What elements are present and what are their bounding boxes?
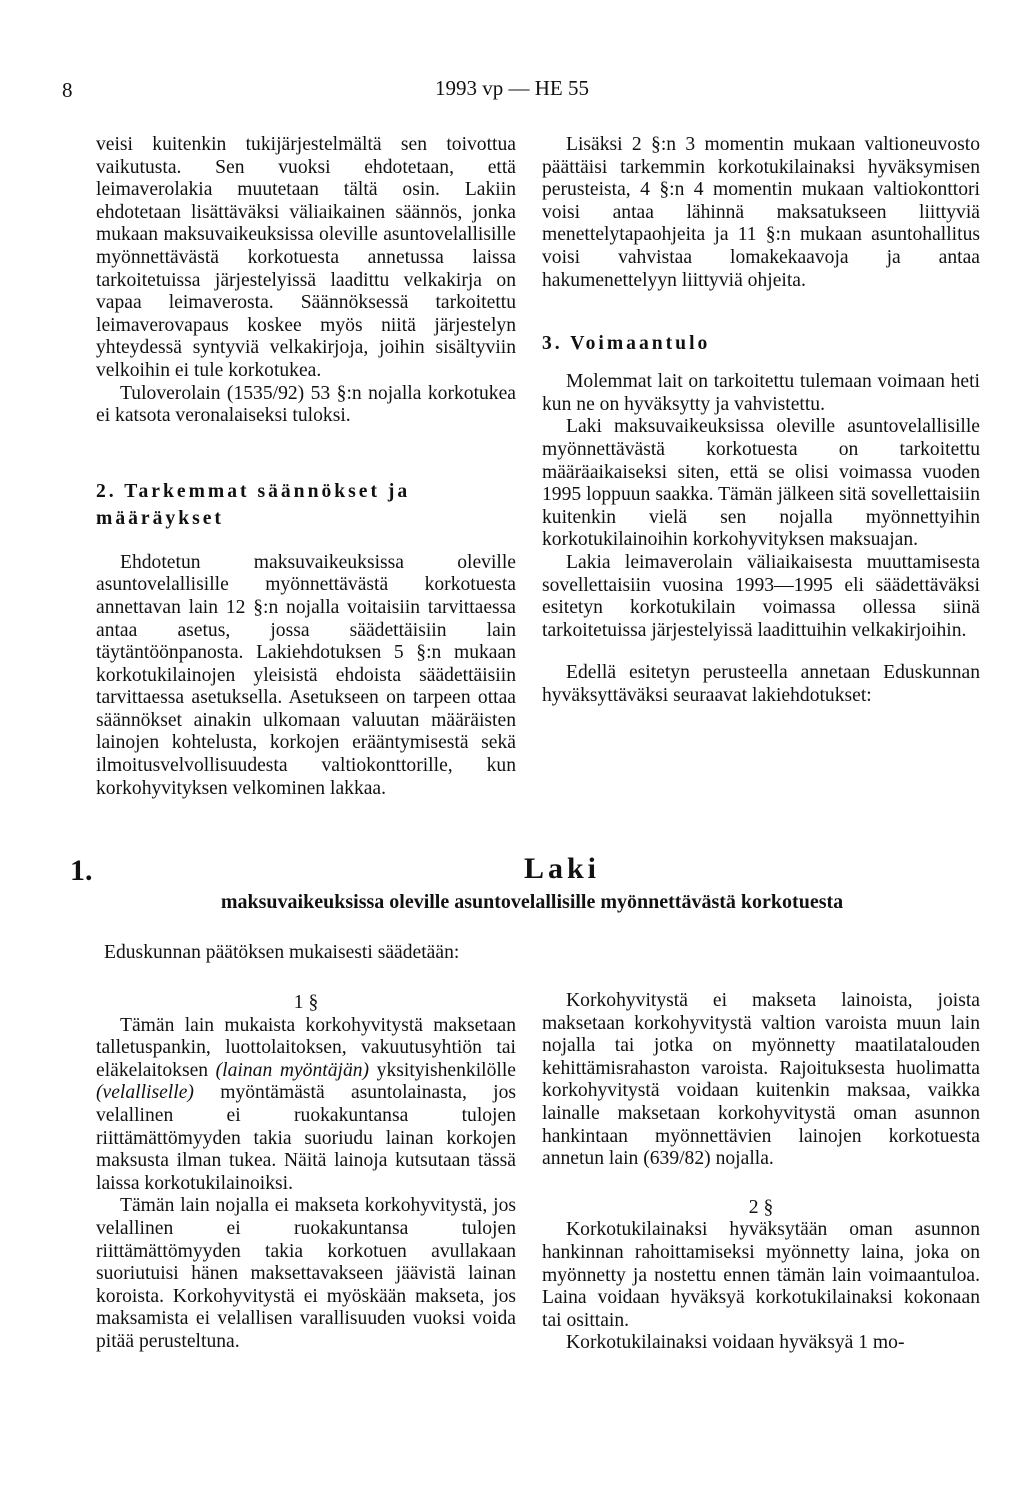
right-column-upper xyxy=(542,134,980,707)
law-number: 1. xyxy=(70,854,93,887)
right-paragraph-1: Lisäksi 2 §:n 3 momentin mukaan valtioneuvosto päättäisi tarkemmin korkotukilainaksi hyväksymisen perusteista, 4 §:n 4 momentin mukaan valtiokonttori voisi antaa lähinnä maksatukseen liittyviä menettelytapaohjeita ja 11 §:n mukaan asuntohallitus voisi vahvistaa lomakekaavoja ja antaa hakumenettelyyn liittyviä ohjeita. xyxy=(542,134,980,291)
term-lender: (lainan myöntäjän) xyxy=(215,1059,370,1081)
left-paragraph-2: Tuloverolain (1535/92) 53 §:n nojalla korkotukea ei katsota veronalaiseksi tuloksi. xyxy=(96,382,516,427)
section-2-paragraph-2: Korkotukilainaksi voidaan hyväksyä 1 mo- xyxy=(566,1332,905,1354)
right-column-lower xyxy=(542,990,980,1355)
right-paragraph-5: Edellä esitetyn perusteella annetaan Eduskunnan hyväksyttäväksi seuraavat lakiehdotukset: xyxy=(542,662,980,706)
law-subtitle: maksuvaikeuksissa oleville asuntovelallisille myönnettävästä korkotuesta xyxy=(220,891,844,913)
left-column-upper xyxy=(96,134,516,800)
law-title: Laki xyxy=(523,852,601,885)
left-column-lower xyxy=(96,992,516,1354)
section-2-label: 2 § xyxy=(748,1196,774,1218)
page-header-title: 1993 vp — HE 55 xyxy=(435,76,589,100)
page-number: 8 xyxy=(62,78,73,102)
left-paragraph-1: veisi kuitenkin tukijärjestelmältä sen toivottua vaikutusta. Sen vuoksi ehdotetaan, että leimaverolakia muutetaan tältä osin. Lakiin ehdotetaan lisättäväksi väliaikainen säännös, jonka mukaan maksuvaikeuksissa oleville asuntovelallisille myönnettävästä korkotuesta annetussa laissa tarkoitetuissa järjestelyissä laadittu velkakirja on vapaa leimaverosta. Säännöksessä tarkoitettu leimaverovapaus koskee myös niitä järjestelyn yhteydessä syntyviä velkakirjoja, joihin sisältyviin velkoihin ei tule korkotukea. xyxy=(96,134,516,381)
section-3-heading: 3. Voimaantulo xyxy=(542,333,711,355)
right-paragraph-2: Molemmat lait on tarkoitettu tulemaan voimaan heti kun ne on hyväksytty ja vahvistettu. xyxy=(542,371,980,415)
section-1-paragraph-1: Tämän lain mukaista korkohyvitystä maksetaan talletuspankin, luottolaitoksen, vakuutusyhtiön tai eläkelaitoksen (lainan myöntäjän) yksityishenkilölle (velalliselle) myöntämästä asuntolainasta, jos velallinen ei ruokakuntansa tulojen riittämättömyyden takia suoriudu lainan korkojen maksusta ilman tukea. Näitä lainoja kutsutaan tässä laissa korkotukilainoiksi. xyxy=(96,1014,516,1194)
right-paragraph-3: Laki maksuvaikeuksissa oleville asuntovelallisille myönnettävästä korkotuesta on tarkoitettu määräaikaiseksi siten, että se olisi voimassa vuoden 1995 loppuun saakka. Tämän jälkeen sitä sovellettaisiin kuitenkin vielä sen nojalla myönnettyihin korkotukilainoihin korkohyvityksen maksuajan. xyxy=(542,416,980,551)
left-paragraph-3: Ehdotetun maksuvaikeuksissa oleville asuntovelallisille myönnettävästä korkotuesta annettavan lain 12 §:n nojalla voitaisiin tarvittaessa antaa asetus, jossa säädettäisiin lain täytäntöönpanosta. Lakiehdotuksen 5 §:n mukaan korkotukilainojen yleisistä ehdoista säädettäisiin tarvittaessa asetuksella. Asetukseen on tarpeen ottaa säännökset ainakin ulkomaan valuutan määräisten lainojen kohtelusta, korkojen erääntymisestä sekä ilmoitusvelvollisuudesta valtiokonttorille, kun korkohyvityksen velkominen lakkaa. xyxy=(96,551,516,799)
section-1-paragraph-3: Korkohyvitystä ei makseta lainoista, joista maksetaan korkohyvitystä valtion varoista muun lain nojalla tai jotka on myönnetty maatilatalouden kehittämisrahaston varoista. Rajoituksesta huolimatta korkohyvitystä voidaan kuitenkin maksaa, vaikka lainalle maksetaan korkohyvitystä oman asunnon hankintaan myönnettävien lainojen korkotuesta annetun lain (639/82) nojalla. xyxy=(542,990,980,1170)
term-debtor: (velalliselle) xyxy=(96,1082,194,1104)
right-paragraph-4: Lakia leimaverolain väliaikaisesta muuttamisesta sovellettaisiin vuosina 1993—1995 eli säädettäväksi esitetyn korkotukilain voimassa ollessa siinä tarkoitetuissa järjestelyissä laadittuihin velkakirjoihin. xyxy=(542,551,980,641)
section-1-paragraph-2: Tämän lain nojalla ei makseta korkohyvitystä, jos velallinen ei ruokakuntansa tulojen riittämättömyyden takia korkotuen avullakaan suoriutuisi hänen maksettavakseen jäävistä lainan koroista. Korkohyvitystä ei myöskään makseta, jos maksamista ei velallisen varallisuuden vuoksi voida pitää perusteltuna. xyxy=(96,1195,516,1352)
section-2-paragraph-1: Korkotukilainaksi hyväksytään oman asunnon hankinnan rahoittamiseksi myönnetty laina, joka on myönnetty ja nostettu ennen tämän lain voimaantuloa. Laina voidaan hyväksyä korkotukilainaksi kokonaan tai osittain. xyxy=(542,1219,980,1331)
section-2-heading: 2. Tarkemmat säännökset ja määräykset xyxy=(96,480,411,529)
enactment-clause: Eduskunnan päätöksen mukaisesti säädetään: xyxy=(104,942,460,963)
section-1-label: 1 § xyxy=(293,992,319,1013)
